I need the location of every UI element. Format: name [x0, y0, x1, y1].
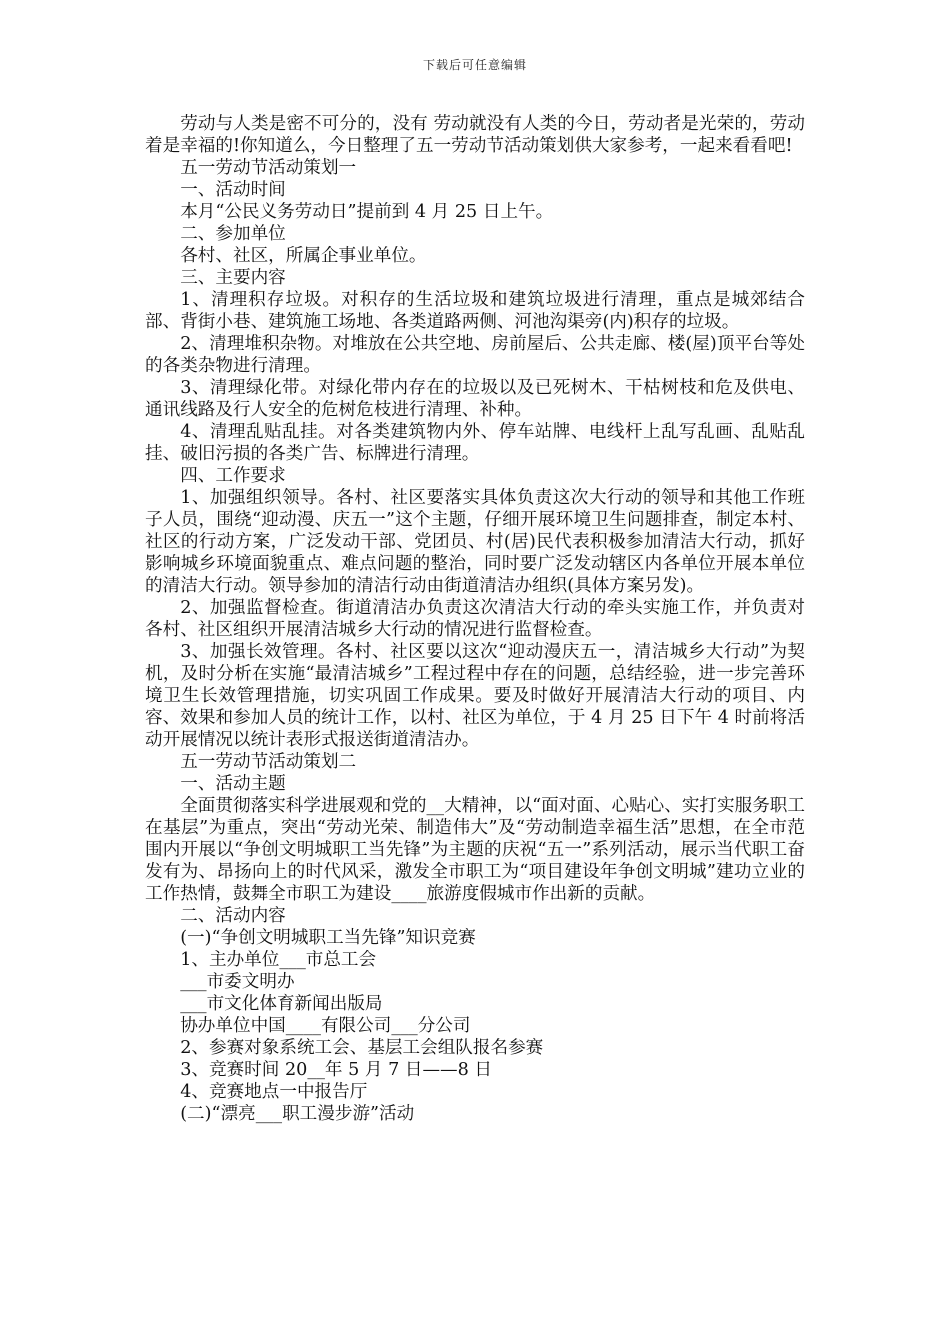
- paragraph-requirement-3: 3、加强长效管理。各村、社区要以这次“迎动漫庆五一，清洁城乡大行动”为契机，及时分析在实施“最清洁城乡”工程过程中存在的问题，总结经验，进一步完善环境卫生长效管理措施，切实巩固工作成果。要及时做好开展清洁大行动的项目、内容、效果和参加人员的统计工作，以村、社区为单位，于 4 月 25 日下午 4 时前将活动开展情况以统计表形式报送街道清洁办。: [145, 642, 805, 750]
- line-organizer-3: ___市文化体育新闻出版局: [180, 994, 383, 1014]
- intro-paragraph: 劳动与人类是密不可分的，没有 劳动就没有人类的今日，劳动者是光荣的，劳动着是幸福的!你知道么，今日整理了五一劳动节活动策划供大家参考，一起来看看吧!: [145, 114, 805, 156]
- heading-main-content: 三、主要内容: [180, 268, 286, 288]
- heading-activity-time: 一、活动时间: [180, 180, 286, 200]
- paragraph-item-1: 1、清理积存垃圾。对积存的生活垃圾和建筑垃圾进行清理，重点是城郊结合部、背街小巷、建筑施工场地、各类道路两侧、河池沟渠旁(内)积存的垃圾。: [145, 290, 805, 332]
- paragraph-activity-time: 本月“公民义务劳动日”提前到 4 月 25 日上午。: [180, 202, 554, 222]
- subheading-walking-tour: (二)“漂亮___职工漫步游”活动: [180, 1104, 415, 1124]
- paragraph-item-4: 4、清理乱贴乱挂。对各类建筑物内外、停车站牌、电线杆上乱写乱画、乱贴乱挂、破旧污损的各类广告、标牌进行清理。: [145, 422, 805, 464]
- section-title-plan-1: 五一劳动节活动策划一: [180, 158, 357, 178]
- line-contest-time: 3、竞赛时间 20__年 5 月 7 日——8 日: [180, 1060, 493, 1080]
- subheading-knowledge-contest: (一)“争创文明城职工当先锋”知识竞赛: [180, 928, 476, 948]
- heading-activity-content: 二、活动内容: [180, 906, 286, 926]
- paragraph-requirement-1: 1、加强组织领导。各村、社区要落实具体负责这次大行动的领导和其他工作班子人员，围绕“迎动漫、庆五一”这个主题，仔细开展环境卫生问题排查，制定本村、社区的行动方案，广泛发动干部、党团员、村(居)民代表积极参加清洁大行动，抓好影响城乡环境面貌重点、难点问题的整治，同时要广泛发动辖区内各单位开展本单位的清洁大行动。领导参加的清洁行动由街道清洁办组织(具体方案另发)。: [145, 488, 805, 596]
- heading-theme: 一、活动主题: [180, 774, 286, 794]
- line-participants: 2、参赛对象系统工会、基层工会组队报名参赛: [180, 1038, 544, 1058]
- paragraph-participants: 各村、社区，所属企事业单位。: [180, 246, 427, 266]
- heading-participants: 二、参加单位: [180, 224, 286, 244]
- line-organizer-2: ___市委文明办: [180, 972, 295, 992]
- paragraph-theme: 全面贯彻落实科学进展观和党的__大精神，以“面对面、心贴心、实打实服务职工在基层”为重点，突出“劳动光荣、制造伟大”及“劳动制造幸福生活”思想，在全市范围内开展以“争创文明城职工当先锋”为主题的庆祝“五一”系列活动，展示当代职工奋发有为、昂扬向上的时代风采，激发全市职工为“项目建设年争创文明城”建功立业的工作热情，鼓舞全市职工为建设____旅游度假城市作出新的贡献。: [145, 796, 805, 904]
- line-organizer: 1、主办单位___市总工会: [180, 950, 377, 970]
- section-title-plan-2: 五一劳动节活动策划二: [180, 752, 357, 772]
- heading-work-requirements: 四、工作要求: [180, 466, 286, 486]
- document-body: [145, 113, 805, 1125]
- page-header: 下载后可任意编辑: [422, 58, 527, 72]
- line-co-organizer: 协办单位中国____有限公司___分公司: [180, 1016, 471, 1036]
- paragraph-requirement-2: 2、加强监督检查。街道清洁办负责这次清洁大行动的牵头实施工作，并负责对各村、社区组织开展清洁城乡大行动的情况进行监督检查。: [145, 598, 805, 640]
- line-contest-venue: 4、竞赛地点一中报告厅: [180, 1082, 368, 1102]
- paragraph-item-3: 3、清理绿化带。对绿化带内存在的垃圾以及已死树木、干枯树枝和危及供电、通讯线路及行人安全的危树危枝进行清理、补种。: [145, 378, 805, 420]
- paragraph-item-2: 2、清理堆积杂物。对堆放在公共空地、房前屋后、公共走廊、楼(屋)顶平台等处的各类杂物进行清理。: [145, 334, 805, 376]
